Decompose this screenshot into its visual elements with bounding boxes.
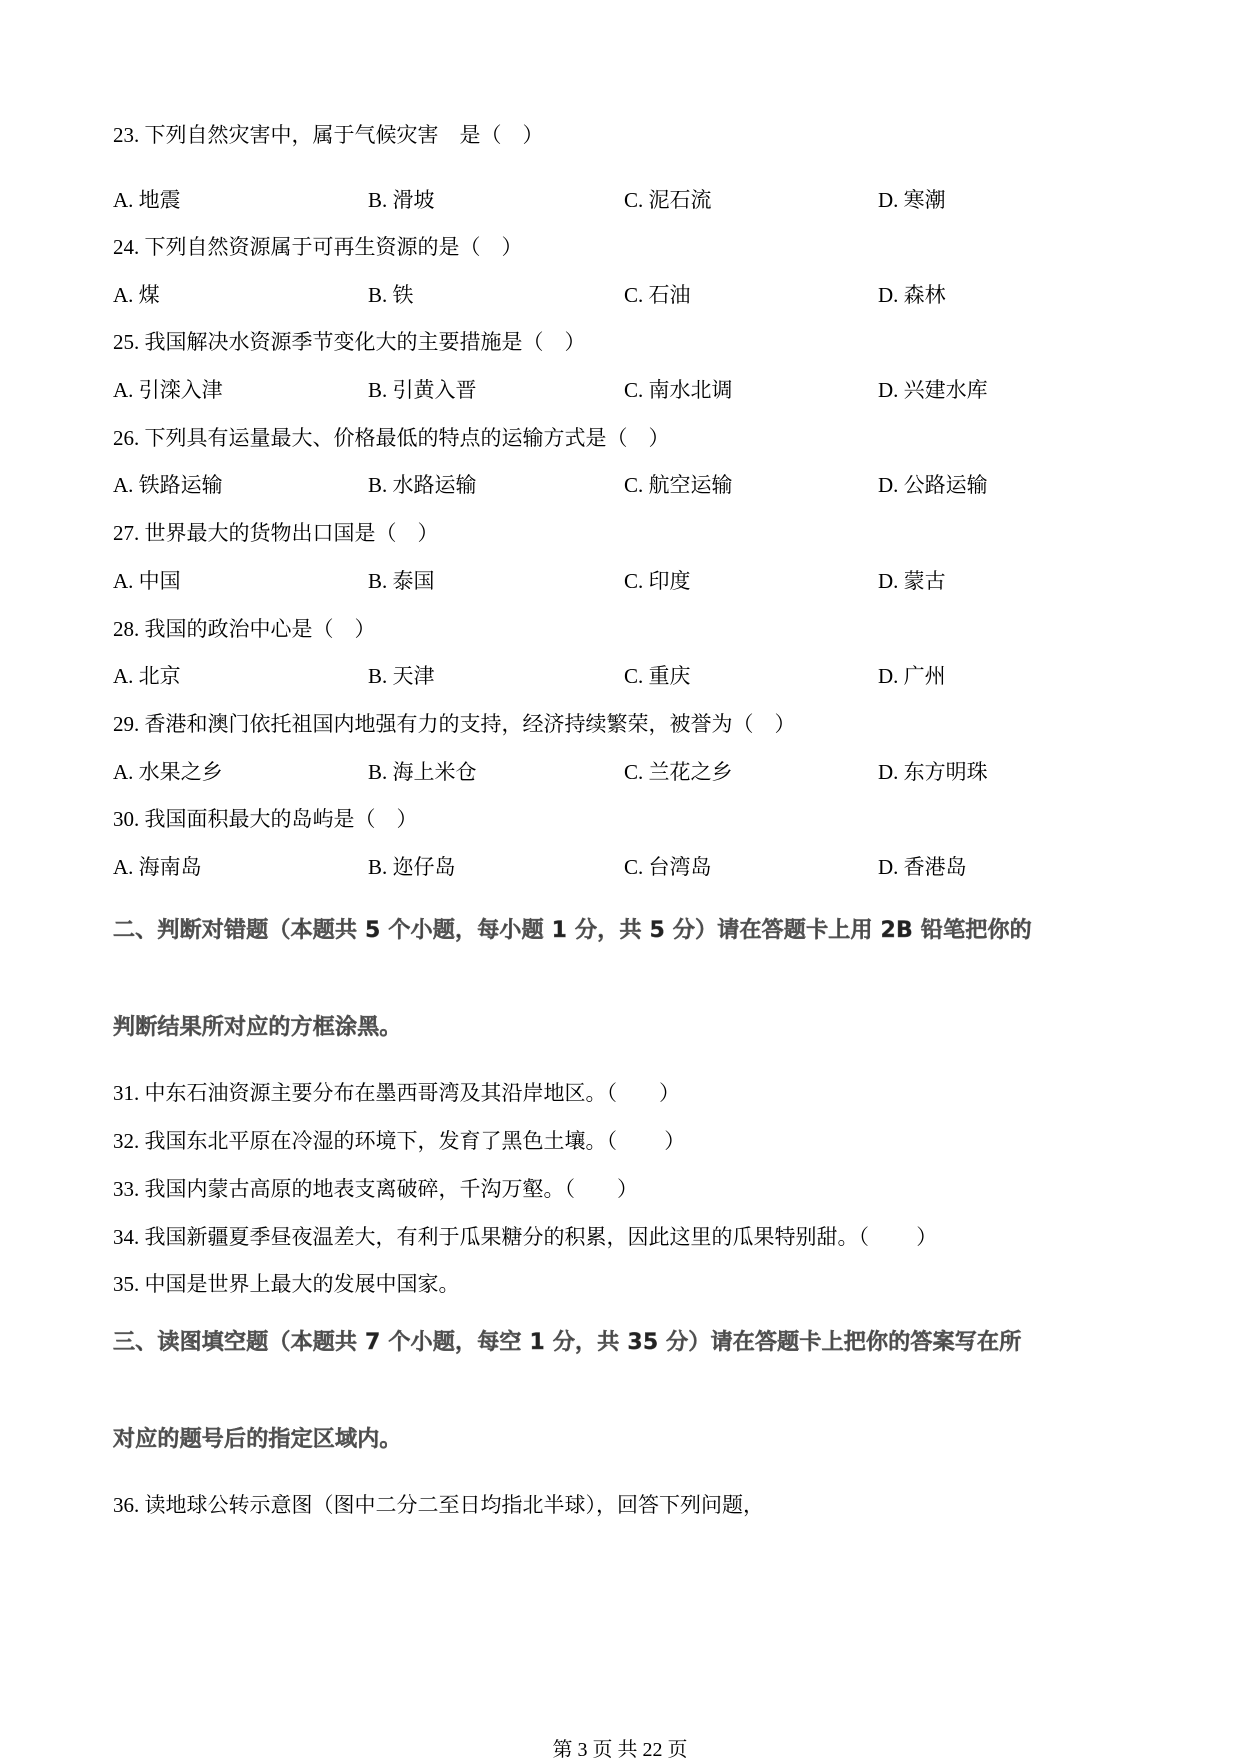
question-28-option-a: A. 北京 — [113, 664, 181, 688]
question-30-stem: 30. 我国面积最大的岛屿是（ ） — [113, 807, 418, 831]
question-31: 31. 中东石油资源主要分布在墨西哥湾及其沿岸地区。（ ） — [113, 1081, 680, 1105]
question-30-option-b: B. 迩仔岛 — [368, 855, 456, 879]
question-27-option-b: B. 泰国 — [368, 569, 435, 593]
question-27-option-c: C. 印度 — [624, 569, 691, 593]
question-23-option-d: D. 寒潮 — [878, 188, 946, 212]
question-24-option-d: D. 森林 — [878, 283, 946, 307]
section-2-heading-line-1: 二、判断对错题（本题共 5 个小题，每小题 1 分，共 5 分）请在答题卡上用 2B 铅笔把你的 — [113, 918, 1032, 943]
question-28-option-b: B. 天津 — [368, 664, 435, 688]
question-26-option-d: D. 公路运输 — [878, 473, 988, 497]
question-28-option-d: D. 广州 — [878, 664, 946, 688]
question-35: 35. 中国是世界上最大的发展中国家。 — [113, 1272, 460, 1296]
question-34: 34. 我国新疆夏季昼夜温差大，有利于瓜果糖分的积累，因此这里的瓜果特别甜。（ ） — [113, 1225, 938, 1249]
page-number: 第 3 页 共 22 页 — [552, 1739, 688, 1761]
question-27-stem: 27. 世界最大的货物出口国是（ ） — [113, 521, 439, 545]
question-23-option-a: A. 地震 — [113, 188, 181, 212]
question-24-option-b: B. 铁 — [368, 283, 414, 307]
question-29-option-a: A. 水果之乡 — [113, 760, 223, 784]
question-25-option-d: D. 兴建水库 — [878, 378, 988, 402]
question-23-stem: 23. 下列自然灾害中，属于气候灾害 是（ ） — [113, 123, 544, 147]
question-30-option-d: D. 香港岛 — [878, 855, 967, 879]
question-27-option-a: A. 中国 — [113, 569, 181, 593]
question-25-option-a: A. 引滦入津 — [113, 378, 223, 402]
section-3-heading-line-2: 对应的题号后的指定区域内。 — [113, 1427, 402, 1452]
question-27-option-d: D. 蒙古 — [878, 569, 946, 593]
section-2-heading-line-2: 判断结果所对应的方框涂黑。 — [113, 1015, 402, 1040]
question-23-option-c: C. 泥石流 — [624, 188, 712, 212]
section-3-heading-line-1: 三、读图填空题（本题共 7 个小题，每空 1 分，共 35 分）请在答题卡上把你的答案写在所 — [113, 1330, 1022, 1355]
question-32: 32. 我国东北平原在冷湿的环境下，发育了黑色土壤。（ ） — [113, 1129, 686, 1153]
question-26-option-b: B. 水路运输 — [368, 473, 477, 497]
question-23-option-b: B. 滑坡 — [368, 188, 435, 212]
question-24-option-c: C. 石油 — [624, 283, 691, 307]
question-24-option-a: A. 煤 — [113, 283, 160, 307]
question-25-option-c: C. 南水北调 — [624, 378, 733, 402]
question-30-option-c: C. 台湾岛 — [624, 855, 712, 879]
question-30-option-a: A. 海南岛 — [113, 855, 202, 879]
question-28-stem: 28. 我国的政治中心是（ ） — [113, 617, 376, 641]
question-36: 36. 读地球公转示意图（图中二分二至日均指北半球），回答下列问题， — [113, 1493, 764, 1517]
question-29-option-c: C. 兰花之乡 — [624, 760, 733, 784]
question-33: 33. 我国内蒙古高原的地表支离破碎，千沟万壑。（ ） — [113, 1177, 638, 1201]
question-29-option-b: B. 海上米仓 — [368, 760, 477, 784]
question-26-option-c: C. 航空运输 — [624, 473, 733, 497]
question-28-option-c: C. 重庆 — [624, 664, 691, 688]
question-26-stem: 26. 下列具有运量最大、价格最低的特点的运输方式是（ ） — [113, 426, 670, 450]
question-25-stem: 25. 我国解决水资源季节变化大的主要措施是（ ） — [113, 330, 586, 354]
question-25-option-b: B. 引黄入晋 — [368, 378, 477, 402]
question-26-option-a: A. 铁路运输 — [113, 473, 223, 497]
question-29-stem: 29. 香港和澳门依托祖国内地强有力的支持，经济持续繁荣，被誉为（ ） — [113, 712, 796, 736]
question-29-option-d: D. 东方明珠 — [878, 760, 988, 784]
question-24-stem: 24. 下列自然资源属于可再生资源的是（ ） — [113, 235, 523, 259]
